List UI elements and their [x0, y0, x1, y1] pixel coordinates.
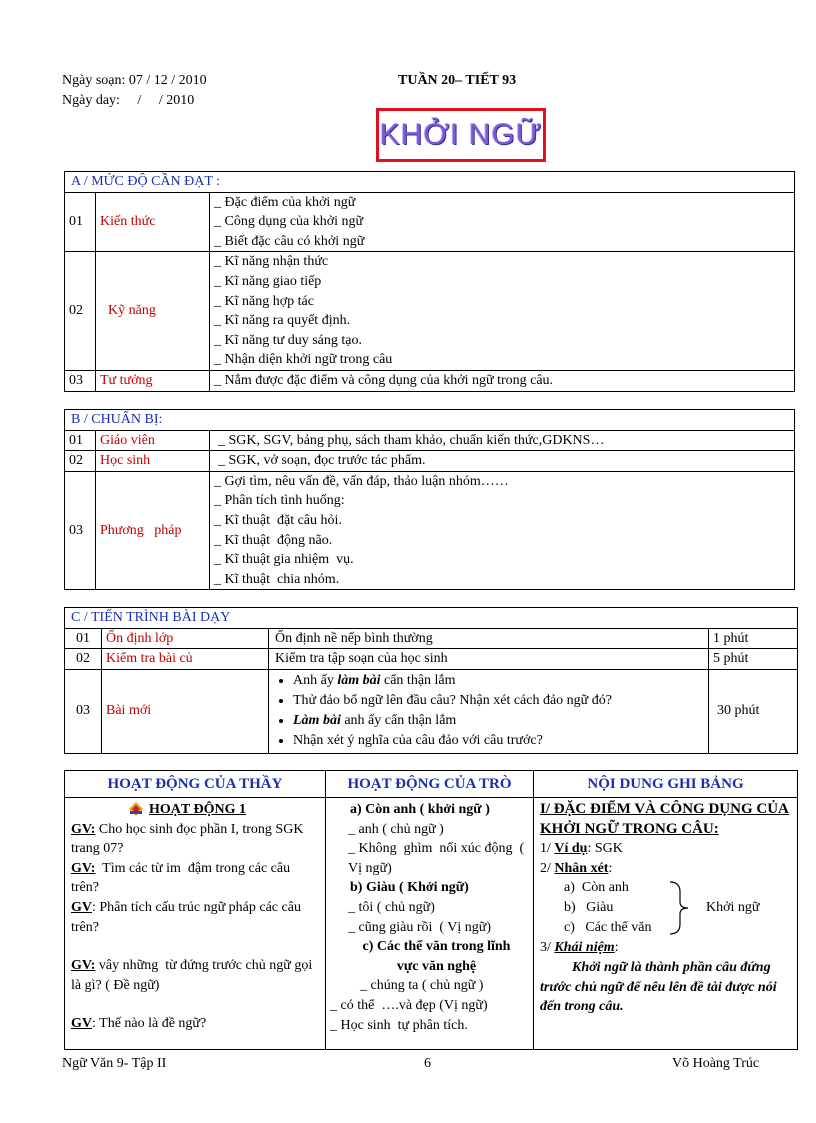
board-heading: I/ ĐẶC ĐIỂM VÀ CÔNG DỤNG CỦA KHỞI NGỮ TRONG CÂU: — [540, 801, 789, 837]
row-no: 03 — [65, 370, 96, 391]
row-content: _ Kĩ năng nhận thức _ Kĩ năng giao tiếp _ Kĩ năng hợp tác _ Kĩ năng ra quyết định. _ Kĩ năng tư duy sáng tạo. _ Nhận diện khởi ngữ trong câu — [210, 252, 795, 371]
row-no: 02 — [65, 252, 96, 371]
row-label: Kỹ năng — [96, 252, 210, 371]
student-answer-line: _ tôi ( chủ ngữ) — [348, 899, 435, 915]
row-no: 01 — [65, 628, 102, 649]
bullet-item: • Nhận xét ý nghĩa của câu đảo với câu trước? — [293, 731, 704, 751]
section-a-title: A / MỨC ĐỘ CẦN ĐẠT : — [65, 172, 795, 193]
activity-title-row — [71, 800, 319, 820]
row-content: Kiểm tra tập soạn của học sinh — [269, 649, 709, 670]
board-item: a) Còn anh — [564, 880, 629, 896]
col-student-header: HOẠT ĐỘNG CỦA TRÒ — [326, 771, 534, 798]
row-label: Phương pháp — [96, 471, 210, 590]
activities-table — [64, 770, 798, 1050]
student-answer-line: _ chúng ta ( chủ ngữ ) — [360, 978, 484, 994]
row-label: Ổn định lớp — [102, 628, 269, 649]
board-item: b) Giàu — [564, 900, 614, 916]
row-content: _ SGK, SGV, bảng phụ, sách tham khảo, chuẩn kiến thức,GDKNS… — [210, 430, 795, 451]
student-column — [326, 798, 534, 1050]
bullet-item: • Thử đảo bổ ngữ lên đầu câu? Nhận xét cách đảo ngữ đó? — [293, 691, 704, 711]
board-remark: 2/ Nhân xét: — [540, 860, 613, 876]
student-answer-line: _ cũng giàu rồi ( Vị ngữ) — [348, 919, 492, 935]
row-time: 1 phút — [709, 628, 798, 649]
col-teacher-header: HOẠT ĐỘNG CỦA THẦY — [65, 771, 326, 798]
teacher-question: GV: Thế nào là đề ngữ? — [71, 1016, 207, 1032]
teacher-question: GV: vây những từ đứng trước chủ ngữ gọi là gì? ( Đề ngữ) — [71, 958, 316, 993]
student-answer-line: _ có thể ….và đẹp (Vị ngữ) — [330, 997, 488, 1013]
row-content: _ Gợi tìm, nêu vấn đề, vấn đáp, thảo luận nhóm…… _ Phân tích tình huống: _ Kĩ thuật đặt câu hỏi. _ Kĩ thuật động não. _ Kĩ thuật gia nhiệm vụ. _ Kĩ thuật chia nhóm. — [210, 471, 795, 590]
row-label: Kiến thức — [96, 192, 210, 252]
date-prepared: Ngày soạn: 07 / 12 / 2010 — [62, 73, 207, 88]
row-content: Ổn định nề nếp bình thường — [269, 628, 709, 649]
bullet-item: • Anh ấy làm bài cẩn thận lắm — [293, 671, 704, 691]
row-label: Kiểm tra bài củ — [102, 649, 269, 670]
page-number: 6 — [424, 1056, 431, 1071]
board-items — [540, 878, 791, 938]
teacher-column — [65, 798, 326, 1050]
section-b-title: B / CHUẨN BỊ: — [65, 410, 795, 431]
date-taught: Ngày day: / / 2010 — [62, 93, 195, 108]
student-answer-head: b) Giàu ( Khởi ngữ) — [350, 880, 469, 896]
row-label: Học sinh — [96, 451, 210, 472]
footer-right: Võ Hoàng Trúc — [672, 1056, 760, 1071]
diamond-bullet-icon — [129, 802, 143, 816]
bullet-item: • Làm bài anh ấy cẩn thận lắm — [293, 711, 704, 731]
row-time: 5 phút — [709, 649, 798, 670]
footer-left: Ngữ Văn 9- Tập II — [62, 1056, 167, 1071]
activity-title: HOẠT ĐỘNG 1 — [149, 802, 246, 817]
board-definition: Khởi ngữ là thành phần câu đứng trước chủ ngữ để nêu lên đề tài được nói đến trong câu. — [540, 959, 777, 1015]
student-answer-line: _ Không ghìm nổi xúc động ( Vị ngữ) — [348, 841, 528, 876]
board-example: 1/ Ví dụ: SGK — [540, 841, 623, 857]
row-no: 03 — [65, 471, 96, 590]
section-a-table — [64, 171, 795, 392]
section-b-table — [64, 409, 795, 590]
row-label: Giáo viên — [96, 430, 210, 451]
col-board-header: NỘI DUNG GHI BẢNG — [534, 771, 798, 798]
teacher-question: GV: Phân tích cấu trúc ngữ pháp các câu trên? — [71, 899, 301, 935]
teacher-question: GV: Tìm các từ im đậm trong các câu trên? — [71, 860, 294, 896]
student-answer-head: a) Còn anh ( khởi ngữ ) — [350, 802, 490, 817]
teacher-question: GV: Cho học sinh đọc phần I, trong SGK trang 07? — [71, 821, 304, 857]
row-time: 30 phút — [709, 669, 798, 753]
row-no: 01 — [65, 192, 96, 252]
student-answer-line: _ anh ( chủ ngữ ) — [348, 821, 444, 837]
board-column — [534, 798, 798, 1050]
lesson-title: KHỞI NGỮ — [379, 118, 543, 151]
row-no: 02 — [65, 649, 102, 670]
board-concept: 3/ Khái niệm: — [540, 940, 619, 956]
row-content: _ Đặc điểm của khởi ngữ _ Công dụng của khởi ngữ _ Biết đặc câu có khởi ngữ — [210, 192, 795, 252]
row-no: 01 — [65, 430, 96, 451]
student-answer-head: c) Các thể văn trong lĩnh vực văn nghệ — [362, 939, 511, 974]
row-content: _ Nắm được đặc điểm và công dụng của khởi ngữ trong câu. — [210, 370, 795, 391]
week-label: TUẦN 20– TIẾT 93 — [398, 73, 517, 88]
row-content: _ SGK, vở soạn, đọc trước tác phẩm. — [210, 451, 795, 472]
brace-label: Khởi ngữ — [706, 900, 760, 916]
section-c-title: C / TIẾN TRÌNH BÀI DẠY — [65, 608, 798, 629]
row-label: Bài mới — [102, 669, 269, 753]
row-no: 02 — [65, 451, 96, 472]
row-no: 03 — [65, 669, 102, 753]
board-item: c) Các thể văn — [564, 920, 652, 936]
student-answer-line: _ Học sinh tự phân tích. — [330, 1017, 468, 1033]
brace-icon — [668, 880, 692, 936]
row-content — [269, 669, 709, 753]
row-label: Tư tưởng — [96, 370, 210, 391]
lesson-title-box — [376, 108, 546, 162]
section-c-table — [64, 607, 798, 754]
